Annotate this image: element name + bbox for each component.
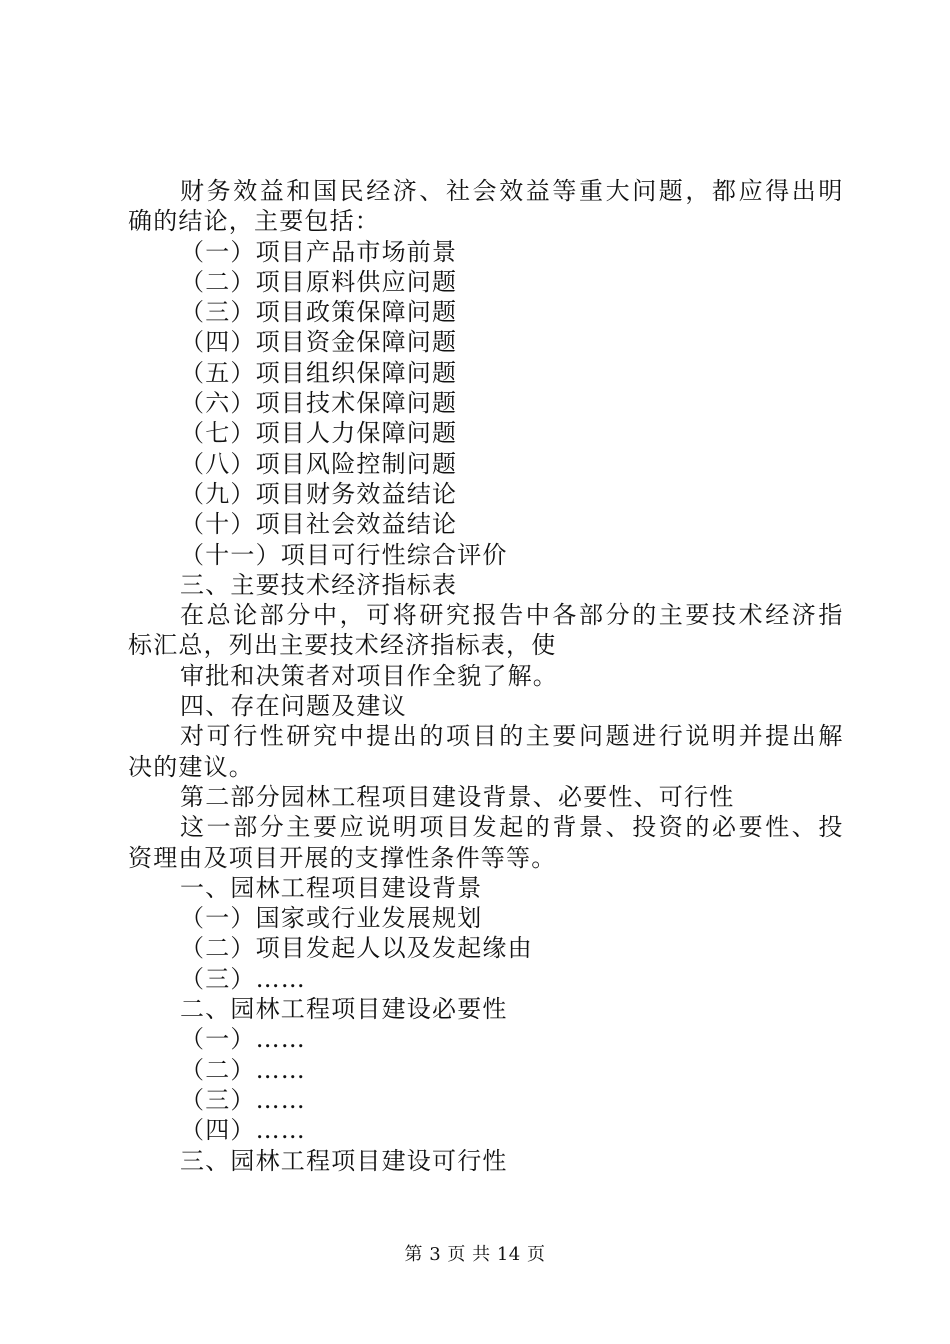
text-line: （十）项目社会效益结论 — [180, 510, 458, 539]
text-line: （七）项目人力保障问题 — [180, 419, 458, 448]
text-line: 一、园林工程项目建设背景 — [180, 873, 483, 902]
text-line: （一）项目产品市场前景 — [180, 237, 458, 266]
text-line: 资理由及项目开展的支撑性条件等等。 — [128, 843, 557, 872]
text-line: （四）…… — [180, 1116, 306, 1145]
text-line: （八）项目风险控制问题 — [180, 449, 458, 478]
text-line: （二）项目发起人以及发起缘由 — [180, 934, 533, 963]
text-line: 在总论部分中，可将研究报告中各部分的主要技术经济指 — [180, 601, 845, 630]
text-line: （十一）项目可行性综合评价 — [180, 540, 508, 569]
text-line: （二）项目原料供应问题 — [180, 267, 458, 296]
text-line: 二、园林工程项目建设必要性 — [180, 995, 508, 1024]
text-line: （九）项目财务效益结论 — [180, 479, 458, 508]
text-line: 财务效益和国民经济、社会效益等重大问题，都应得出明 — [180, 177, 845, 205]
text-line: 标汇总，列出主要技术经济指标表，使 — [128, 631, 557, 660]
text-line: 这一部分主要应说明项目发起的背景、投资的必要性、投 — [180, 813, 845, 842]
text-line: （六）项目技术保障问题 — [180, 389, 458, 418]
text-line: 第二部分园林工程项目建设背景、必要性、可行性 — [180, 782, 735, 811]
text-line: 决的建议。 — [128, 752, 254, 781]
text-line: 确的结论，主要包括： — [128, 207, 380, 236]
text-line: 四、存在问题及建议 — [180, 692, 407, 721]
text-line: （四）项目资金保障问题 — [180, 328, 458, 357]
text-line: （一）…… — [180, 1025, 306, 1054]
text-line: 三、主要技术经济指标表 — [180, 570, 458, 599]
text-line: （三）项目政策保障问题 — [180, 298, 458, 327]
text-line: 三、园林工程项目建设可行性 — [180, 1146, 508, 1175]
text-line: （五）项目组织保障问题 — [180, 358, 458, 387]
text-line: （三）…… — [180, 964, 306, 993]
text-line: 审批和决策者对项目作全貌了解。 — [180, 661, 558, 690]
text-line: （一）国家或行业发展规划 — [180, 904, 483, 933]
text-line: （三）…… — [180, 1085, 306, 1114]
text-line: （二）…… — [180, 1055, 306, 1084]
page-footer: 第 3 页 共 14 页 — [404, 1244, 546, 1265]
document-body — [128, 176, 845, 1176]
text-line: 对可行性研究中提出的项目的主要问题进行说明并提出解 — [180, 722, 845, 751]
